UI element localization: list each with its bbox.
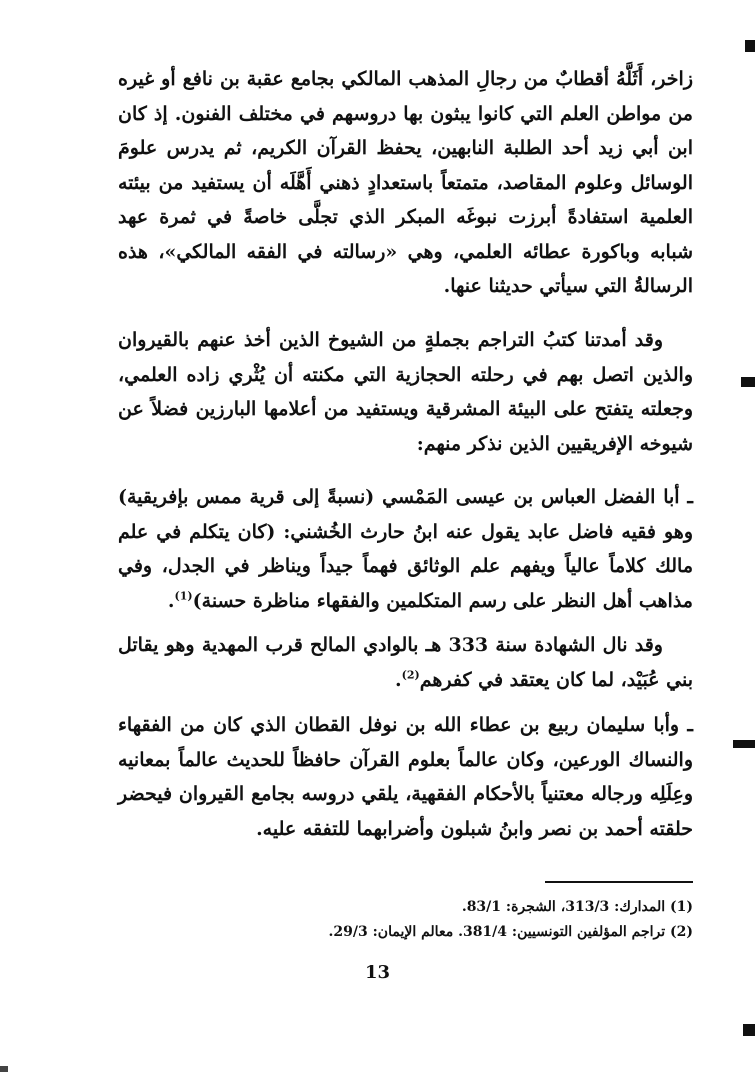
footnote-1: (1) المدارك: 313/3، الشجرة: 83/1. [461,899,693,915]
paragraph-text [118,480,693,618]
scan-edge-mark [741,377,755,387]
body-paragraph-5 [118,708,693,846]
paragraph-text [118,323,693,461]
end-punctuation: . [394,668,402,691]
body-paragraph-4 [118,628,693,697]
scan-edge-mark [743,1024,755,1036]
paragraph-text [118,628,693,697]
footnote-divider [545,881,693,883]
paragraph-content: وقد أمدتنا كتبُ التراجم بجملةٍ من الشيوخ الذين أخذ عنهم بالقيروان والذين اتصل بهم في رحلته الحجازية التي مكنته أن يُثْري زاده العلمي، وجعلته يتفتح على البيئة المشرقية ويستفيد من أعلامها البارزين فضلاً عن شيوخه الإفريقيين الذين نذكر منهم: [118,329,693,455]
paragraph-content: ـ أبا الفضل العباس بن عيسى المَمْسي (نسبةً إلى قرية ممس بإفريقية) وهو فقيه فاضل عابد يقول عنه ابنُ حارث الخُشني: (كان يتكلم في علم مالك كلاماً عالياً ويفهم علم الوثائق فهماً جيداً ويناظر في الجدل، وفي مذاهب أهل النظر على رسم المتكلمين والفقهاء مناظرة حسنة) [118,486,693,612]
scan-edge-mark [0,1066,8,1072]
body-paragraph-1 [118,62,693,304]
footnote-2: (2) تراجم المؤلفين التونسيين: 381/4. معالم الإيمان: 29/3. [328,924,693,940]
end-punctuation: . [167,589,175,612]
footnote-ref-2[interactable]: (2) [401,668,420,682]
scan-edge-mark [745,40,755,52]
footnotes [118,895,693,945]
body-paragraph-3 [118,480,693,618]
body-paragraph-2 [118,323,693,461]
paragraph-text: زاخر، أَثَلَّهُ أقطابٌ من رجالِ المذهب المالكي بجامع عقبة بن نافع أو غيره من مواطن العلم التي كانوا يبثون بها دروسهم في مختلف الفنون. إذ كان ابن أبي زيد أحد الطلبة النابهين، يحفظ القرآن الكريم، ثم يدرس علومَ الوسائل وعلوم المقاصد، متمتعاً باستعدادٍ ذهني أَهَّلَه أن يستفيد من بيئته العلمية استفادةً أبرزت نبوغَه المبكر الذي تجلَّى خاصةً في ثمرة عهد شبابه وباكورة عطائه العلمي، وهي «رسالته في الفقه المالكي»، هذه الرسالةُ التي سيأتي حديثنا عنها. [118,68,693,297]
footnote-ref-1[interactable]: (1) [174,589,193,603]
scan-edge-mark [733,740,755,748]
page-number: 13 [364,962,391,983]
paragraph-content: وقد نال الشهادة سنة 333 هـ بالوادي المالح قرب المهدية وهو يقاتل بني عُبَيْد، لما كان يعتقد في كفرهم [118,634,693,691]
paragraph-text: ـ وأبا سليمان ربيع بن عطاء الله بن نوفل القطان الذي كان من الفقهاء والنساك الورعين، وكان عالماً بعلوم القرآن حافظاً للحديث عالماً بمعانيه وعِلَلِه ورجاله معتنياً بالأحكام الفقهية، يلقي دروسه بجامع القيروان فيحضر حلقته أحمد بن نصر وابنُ شبلون وأضرابهما للتفقه عليه. [118,714,693,840]
